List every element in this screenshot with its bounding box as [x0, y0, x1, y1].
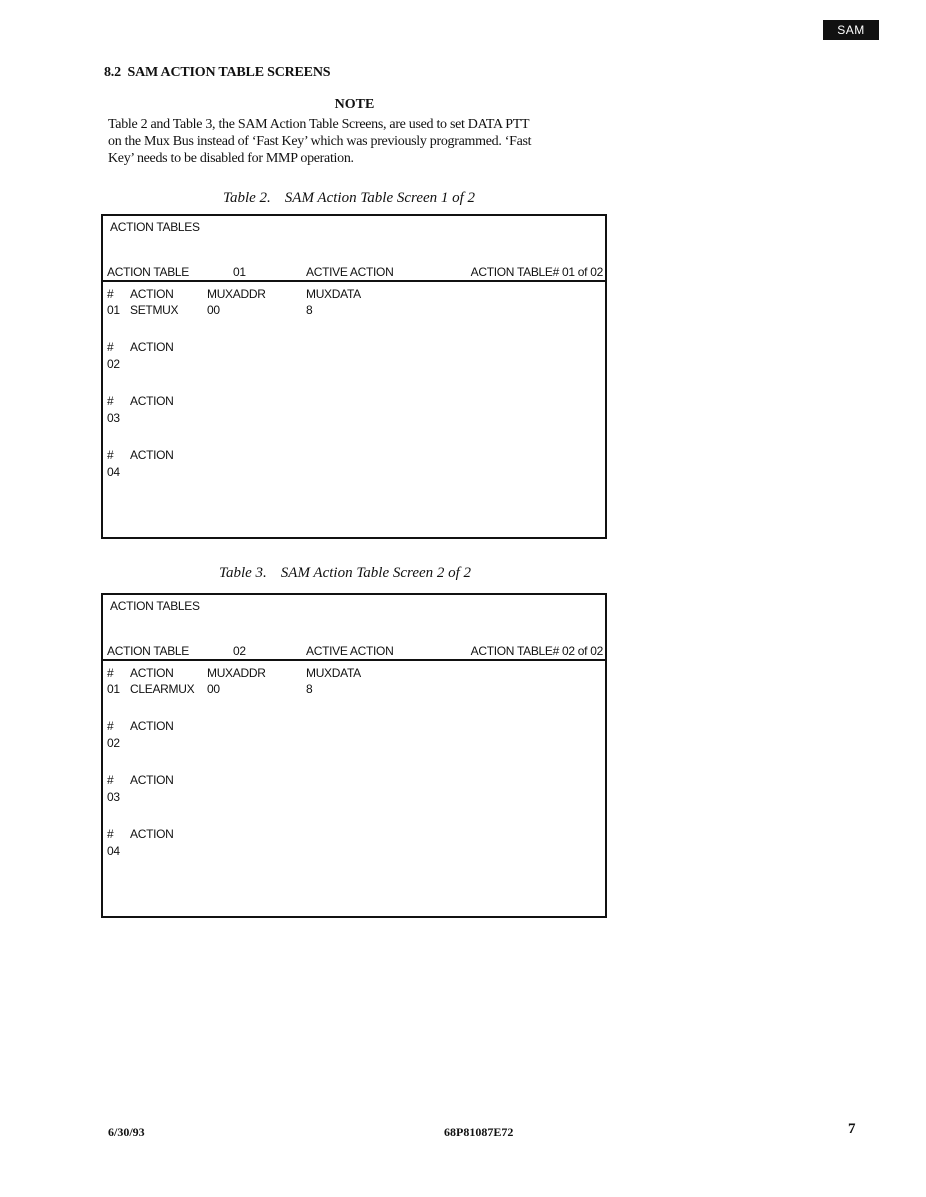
note-heading-text: NOTE [334, 97, 375, 112]
col-action: ACTION [130, 666, 174, 680]
caption-title: SAM Action Table Screen 1 of 2 [284, 190, 476, 206]
block-action: ACTION [130, 773, 174, 787]
table-2-caption [223, 190, 475, 207]
note-heading [0, 97, 709, 113]
block-hash: # [107, 827, 114, 841]
col-muxaddr: MUXADDR [207, 287, 266, 301]
footer-doc-number: 68P81087E72 [444, 1125, 514, 1139]
action-table-label: ACTION TABLE [107, 265, 189, 279]
block-number: 04 [107, 465, 120, 479]
row-muxdata: 8 [306, 303, 313, 317]
caption-number: Table 2. [223, 190, 271, 206]
action-table-number: 02 [233, 644, 246, 658]
table-3-caption [219, 565, 471, 582]
header-divider [103, 280, 605, 282]
action-table-label: ACTION TABLE [107, 644, 189, 658]
note-body [108, 116, 608, 167]
active-action-label: ACTIVE ACTION [306, 265, 394, 279]
row-muxaddr: 00 [207, 303, 220, 317]
col-action: ACTION [130, 287, 174, 301]
section-title: SAM ACTION TABLE SCREENS [127, 65, 331, 80]
section-heading [104, 65, 330, 81]
section-tab-sam: SAM [823, 20, 879, 40]
note-line: on the Mux Bus instead of ‘Fast Key’ which was previously programmed. ‘Fast [108, 134, 532, 149]
col-hash: # [107, 666, 114, 680]
note-line: Table 2 and Table 3, the SAM Action Table Screens, are used to set DATA PTT [108, 117, 530, 132]
block-number: 02 [107, 357, 120, 371]
action-table-index: ACTION TABLE# 02 of 02 [470, 644, 603, 658]
active-action-label: ACTIVE ACTION [306, 644, 394, 658]
col-hash: # [107, 287, 114, 301]
footer-date: 6/30/93 [108, 1125, 145, 1139]
block-hash: # [107, 340, 114, 354]
caption-number: Table 3. [219, 565, 267, 581]
block-hash: # [107, 448, 114, 462]
row-muxdata: 8 [306, 682, 313, 696]
block-hash: # [107, 719, 114, 733]
action-table-index: ACTION TABLE# 01 of 02 [470, 265, 603, 279]
caption-title: SAM Action Table Screen 2 of 2 [280, 565, 472, 581]
page-number: 7 [848, 1121, 856, 1137]
block-number: 04 [107, 844, 120, 858]
section-number: 8.2 [104, 65, 121, 80]
action-table-number: 01 [233, 265, 246, 279]
row-action: CLEARMUX [130, 682, 195, 696]
block-hash: # [107, 773, 114, 787]
block-number: 03 [107, 790, 120, 804]
block-action: ACTION [130, 394, 174, 408]
col-muxdata: MUXDATA [306, 666, 361, 680]
screen-title: ACTION TABLES [110, 599, 200, 613]
note-line: Key’ needs to be disabled for MMP operation. [108, 151, 354, 166]
block-action: ACTION [130, 340, 174, 354]
block-number: 02 [107, 736, 120, 750]
col-muxdata: MUXDATA [306, 287, 361, 301]
block-action: ACTION [130, 448, 174, 462]
block-action: ACTION [130, 827, 174, 841]
row-number: 01 [107, 682, 120, 696]
block-action: ACTION [130, 719, 174, 733]
header-divider [103, 659, 605, 661]
col-muxaddr: MUXADDR [207, 666, 266, 680]
row-action: SETMUX [130, 303, 179, 317]
row-number: 01 [107, 303, 120, 317]
screen-title: ACTION TABLES [110, 220, 200, 234]
action-table-screen-2 [101, 593, 607, 918]
action-table-screen-1 [101, 214, 607, 539]
block-number: 03 [107, 411, 120, 425]
block-hash: # [107, 394, 114, 408]
row-muxaddr: 00 [207, 682, 220, 696]
